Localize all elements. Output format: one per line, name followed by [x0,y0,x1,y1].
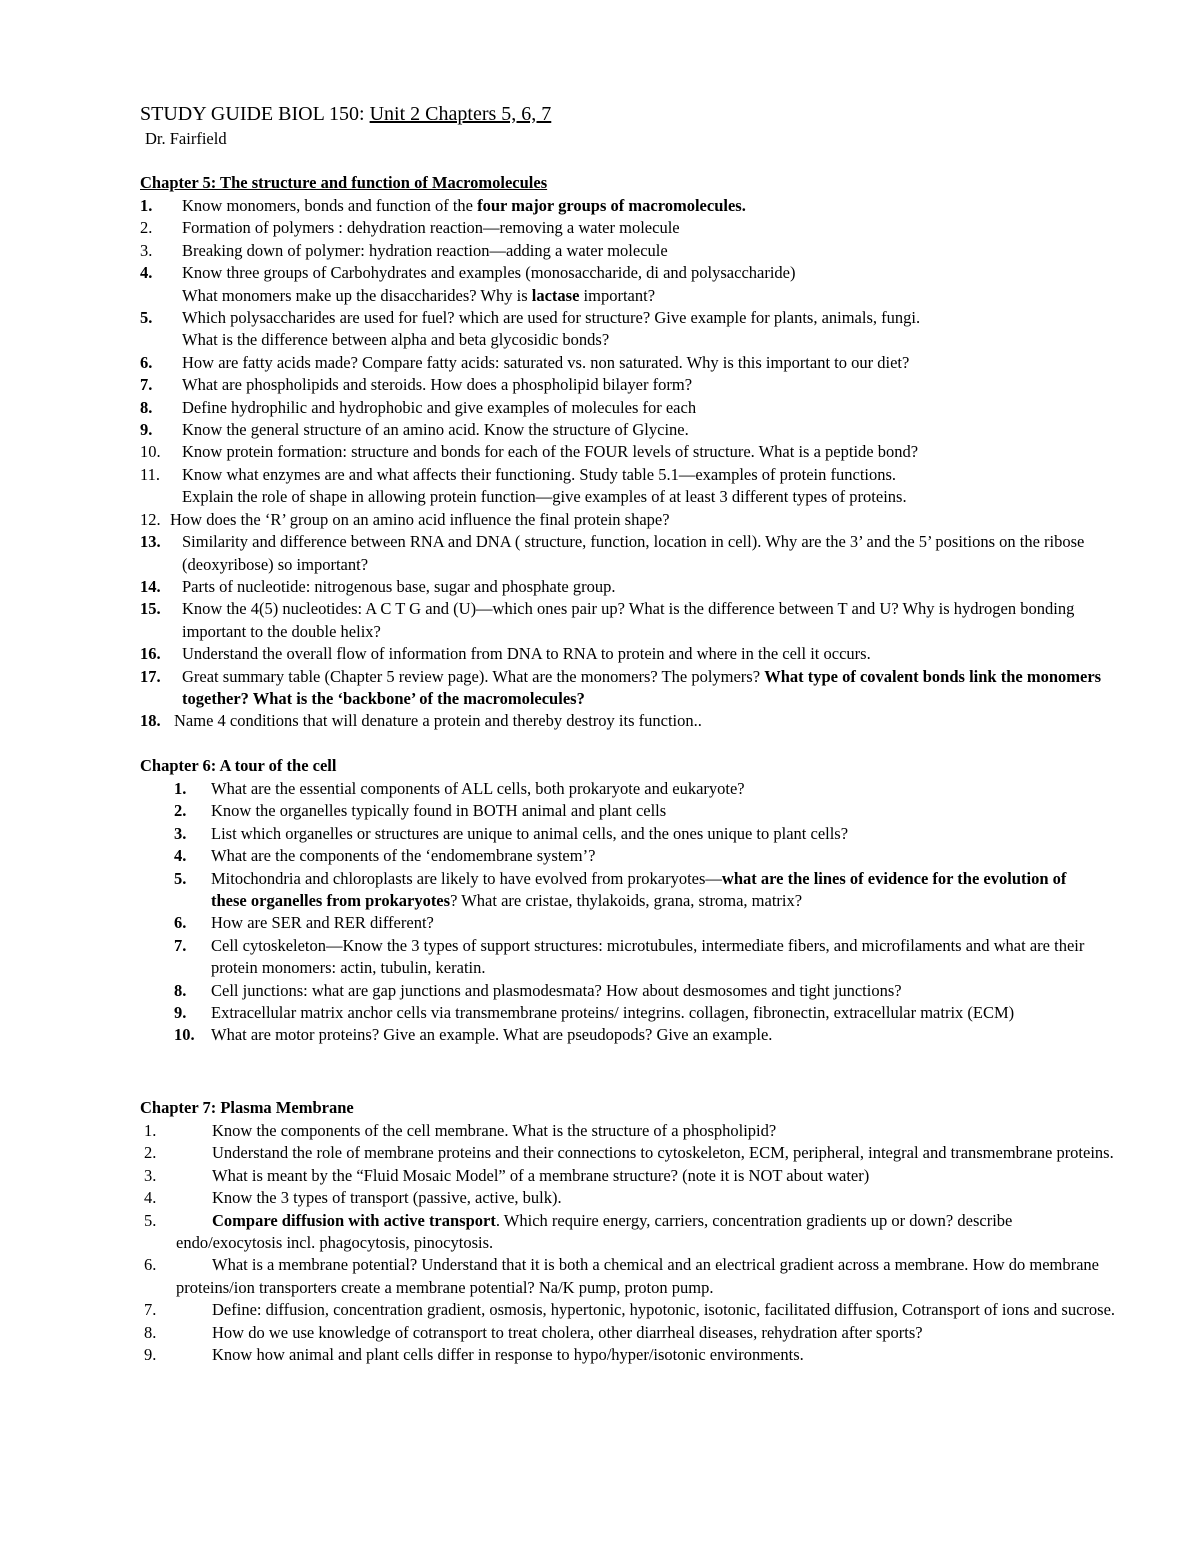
list-item [174,823,1104,845]
item-text [140,1120,1120,1142]
item-number: 16. [140,644,161,664]
item-text-bold: Compare diffusion with active transport [212,1210,496,1230]
item-text-pre: Define: diffusion, concentration gradient, osmosis, hypertonic, hypotonic, isotonic, facilitated diffusion, Cotransport of ions and sucrose. [212,1300,1116,1320]
item-number: 3. [144,1165,157,1185]
list-item [140,262,1120,284]
item-text-pre: Know what enzymes are and what affects their functioning. Study table 5.1—examples of protein functions. [182,464,897,484]
item-text [174,980,1104,1002]
title-unit: Unit 2 Chapters 5, 6, 7 [369,103,552,125]
list-item [140,710,1120,732]
item-number: 8. [140,397,153,417]
item-text-pre: What are motor proteins? Give an example. What are pseudopods? Give an example. [211,1025,773,1045]
item-text-pre: What are the components of the ‘endomembrane system’? [211,846,596,866]
item-text [140,285,1120,307]
item-text-pre: Know the components of the cell membrane. What is the structure of a phospholipid? [212,1121,777,1140]
list-item [140,643,1120,665]
list-item [140,329,1120,351]
item-text [140,531,1120,576]
item-text-post: important? [579,285,656,305]
item-text [140,1299,1120,1321]
item-number: 9. [174,1003,187,1023]
item-text-bold: what are the lines of evidence for the evolution of these organelles from prokaryotes [211,868,1067,911]
list-item [140,1142,1120,1164]
list-item [140,441,1120,463]
list-item [140,307,1120,329]
item-text-pre: Cell cytoskeleton—Know the 3 types of support structures: microtubules, intermediate fibers, and microfilaments and what are their protein monomers: actin, tubulin, keratin. [211,935,1085,978]
item-text-pre: Formation of polymers : dehydration reaction—removing a water molecule [182,218,680,238]
item-text-pre: How are fatty acids made? Compare fatty acids: saturated vs. non saturated. Why is this important to our diet? [182,352,910,372]
item-number: 13. [140,532,161,552]
list-item [174,800,1104,822]
item-number: 12. [140,509,161,529]
item-text-pre: Define hydrophilic and hydrophobic and give examples of molecules for each [182,397,697,417]
chapter-6-list [174,778,1104,1047]
list-item [140,1120,1120,1142]
item-text [140,262,1120,284]
item-text-pre: Know monomers, bonds and function of the [182,196,478,215]
item-text [140,1187,1120,1209]
item-number: 3. [174,823,187,843]
item-text-pre: Name 4 conditions that will denature a protein and thereby destroy its function.. [174,711,702,731]
page-title [140,101,551,127]
list-item [140,1299,1120,1321]
chapter-5-list [140,195,1120,733]
list-item [140,374,1120,396]
item-text [140,1165,1120,1187]
list-item [140,1210,1120,1255]
list-item [140,576,1120,598]
list-item [174,845,1104,867]
author: Dr. Fairfield [145,129,227,148]
list-item [174,868,1104,913]
item-text [140,1210,1120,1255]
list-item [174,980,1104,1002]
item-text-pre: Parts of nucleotide: nitrogenous base, sugar and phosphate group. [182,576,616,596]
item-number: 6. [144,1255,157,1275]
item-text-pre: What are the essential components of ALL cells, both prokaryote and eukaryote? [211,779,745,798]
item-text [174,823,1104,845]
list-item [140,1254,1120,1299]
chapter-5-heading: Chapter 5: The structure and function of Macromolecules [140,173,548,192]
item-number: 6. [140,352,153,372]
item-text-pre: List which organelles or structures are unique to animal cells, and the ones unique to plant cells? [211,823,849,843]
item-text-bold: What type of covalent bonds link the monomers together? What is the ‘backbone’ of the macromolecules? [182,666,1102,708]
title-prefix: STUDY GUIDE BIOL 150: [140,103,370,125]
item-text [140,1254,1120,1299]
item-text [140,1322,1120,1344]
list-item [140,195,1120,217]
item-number: 5. [144,1210,157,1230]
list-item [140,217,1120,239]
item-text-pre: Breaking down of polymer: hydration reaction—adding a water molecule [182,240,668,260]
item-text [140,464,1120,486]
item-text [174,1002,1104,1024]
item-number: 4. [140,263,153,283]
item-text [140,1142,1120,1164]
item-text-pre: What are phospholipids and steroids. How does a phospholipid bilayer form? [182,375,693,395]
item-text [174,1024,1104,1046]
item-text [140,666,1120,711]
item-number: 4. [174,846,187,866]
item-number: 9. [144,1345,157,1365]
item-text-pre: What is a membrane potential? Understand that it is both a chemical and an electrical gradient across a membrane. How do membrane proteins/ion transporters create a membrane potential? Na/K pump, proton pump. [176,1255,1099,1297]
item-text-pre: How are SER and RER different? [211,913,434,933]
item-text-pre: Understand the role of membrane proteins and their connections to cytoskeleton, ECM, peripheral, integral and transmembrane proteins. [212,1143,1114,1163]
item-text-pre: Similarity and difference between RNA and DNA ( structure, function, location in cell). Why are the 3’ and the 5’ positions on the ribose (deoxyribose) so important? [182,532,1085,574]
item-text-pre: Know three groups of Carbohydrates and examples (monosaccharide, di and polysaccharide) [182,263,796,283]
item-text [140,329,1120,351]
list-item [140,240,1120,262]
item-text [174,778,1104,800]
list-item [140,464,1120,486]
item-number: 1. [144,1121,157,1140]
list-item [174,778,1104,800]
item-number: 8. [144,1322,157,1342]
item-text-pre: Explain the role of shape in allowing protein function—give examples of at least 3 different types of proteins. [182,487,907,507]
item-number: 6. [174,913,187,933]
list-item [140,1344,1120,1366]
item-text [140,441,1120,463]
item-text [140,419,1120,441]
item-number: 5. [140,308,153,328]
item-text-pre: What is the difference between alpha and beta glycosidic bonds? [182,330,610,350]
item-number: 10. [140,442,161,462]
list-item [140,666,1120,711]
item-text-pre: Cell junctions: what are gap junctions and plasmodesmata? How about desmosomes and tight junctions? [211,980,902,1000]
item-text-pre: What is meant by the “Fluid Mosaic Model” of a membrane structure? (note it is NOT about water) [212,1165,870,1185]
item-number: 8. [174,980,187,1000]
item-number: 10. [174,1025,195,1045]
item-text [140,307,1120,329]
item-text-pre: Which polysaccharides are used for fuel? which are used for structure? Give example for plants, animals, fungi. [182,308,921,328]
item-text-pre: Mitochondria and chloroplasts are likely to have evolved from prokaryotes— [211,868,722,888]
list-item [140,598,1120,643]
item-number: 4. [144,1188,157,1208]
item-text-pre: Know the 4(5) nucleotides: A C T G and (U)—which ones pair up? What is the difference between T and U? Why is hydrogen bonding important to the double helix? [182,599,1075,641]
item-number: 1. [174,779,187,798]
chapter-6-heading: Chapter 6: A tour of the cell [140,756,337,775]
item-text [140,509,1120,531]
item-text [174,868,1104,913]
list-item [140,352,1120,374]
item-number: 7. [144,1300,157,1320]
item-number: 15. [140,599,161,619]
item-number: 18. [140,711,161,731]
chapter-7-list [140,1120,1120,1366]
item-text [140,217,1120,239]
item-number: 11. [140,464,161,484]
item-number: 2. [174,801,187,821]
list-item [174,912,1104,934]
item-number: 7. [140,375,153,395]
item-text [140,643,1120,665]
item-text-pre: Extracellular matrix anchor cells via transmembrane proteins/ integrins. collagen, fibronectin, extracellular matrix (ECM) [211,1003,1015,1023]
item-text [140,397,1120,419]
item-text-pre: Know how animal and plant cells differ in response to hypo/hyper/isotonic environments. [212,1345,804,1365]
list-item [174,935,1104,980]
item-text [174,845,1104,867]
item-text [140,195,1120,217]
item-text-post: ? What are cristae, thylakoids, grana, stroma, matrix? [450,891,803,911]
item-number: 14. [140,576,161,596]
item-text-pre: How do we use knowledge of cotransport to treat cholera, other diarrheal diseases, rehydration after sports? [212,1322,923,1342]
item-text [140,240,1120,262]
list-item [140,419,1120,441]
list-item [174,1002,1104,1024]
item-text-pre: Know the general structure of an amino acid. Know the structure of Glycine. [182,420,689,440]
list-item [140,1187,1120,1209]
item-text [140,598,1120,643]
item-text [174,912,1104,934]
item-number: 1. [140,196,153,215]
list-item [140,509,1120,531]
item-text-pre: How does the ‘R’ group on an amino acid influence the final protein shape? [170,509,670,529]
item-text [140,576,1120,598]
chapter-7-heading: Chapter 7: Plasma Membrane [140,1098,354,1117]
item-text-bold: four major groups of macromolecules. [477,196,746,215]
item-number: 3. [140,240,153,260]
item-text [140,352,1120,374]
list-item [140,486,1120,508]
item-number: 2. [140,218,153,238]
list-item [174,1024,1104,1046]
item-number: 17. [140,666,161,686]
item-number: 7. [174,935,187,955]
item-number: 2. [144,1143,157,1163]
item-text-pre: Know the organelles typically found in BOTH animal and plant cells [211,801,667,821]
item-text [174,935,1104,980]
item-text-pre: Great summary table (Chapter 5 review page). What are the monomers? The polymers? [182,666,765,686]
list-item [140,531,1120,576]
item-number: 9. [140,420,153,440]
list-item [140,397,1120,419]
list-item [140,1165,1120,1187]
item-text [140,486,1120,508]
item-text [174,800,1104,822]
item-text-bold: lactase [531,285,580,305]
item-number: 5. [174,868,187,888]
item-text-pre: Know protein formation: structure and bonds for each of the FOUR levels of structure. What is a peptide bond? [182,442,919,462]
item-text-pre: Know the 3 types of transport (passive, active, bulk). [212,1188,562,1208]
list-item [140,285,1120,307]
item-text-post: . Which require energy, carriers, concentration gradients up or down? describe endo/exocytosis incl. phagocytosis, pinocytosis. [176,1210,1013,1253]
item-text [140,710,1120,732]
item-text-pre: What monomers make up the disaccharides? Why is [182,285,532,305]
item-text [140,1344,1120,1366]
item-text [140,374,1120,396]
item-text-pre: Understand the overall flow of information from DNA to RNA to protein and where in the cell it occurs. [182,644,871,664]
list-item [140,1322,1120,1344]
